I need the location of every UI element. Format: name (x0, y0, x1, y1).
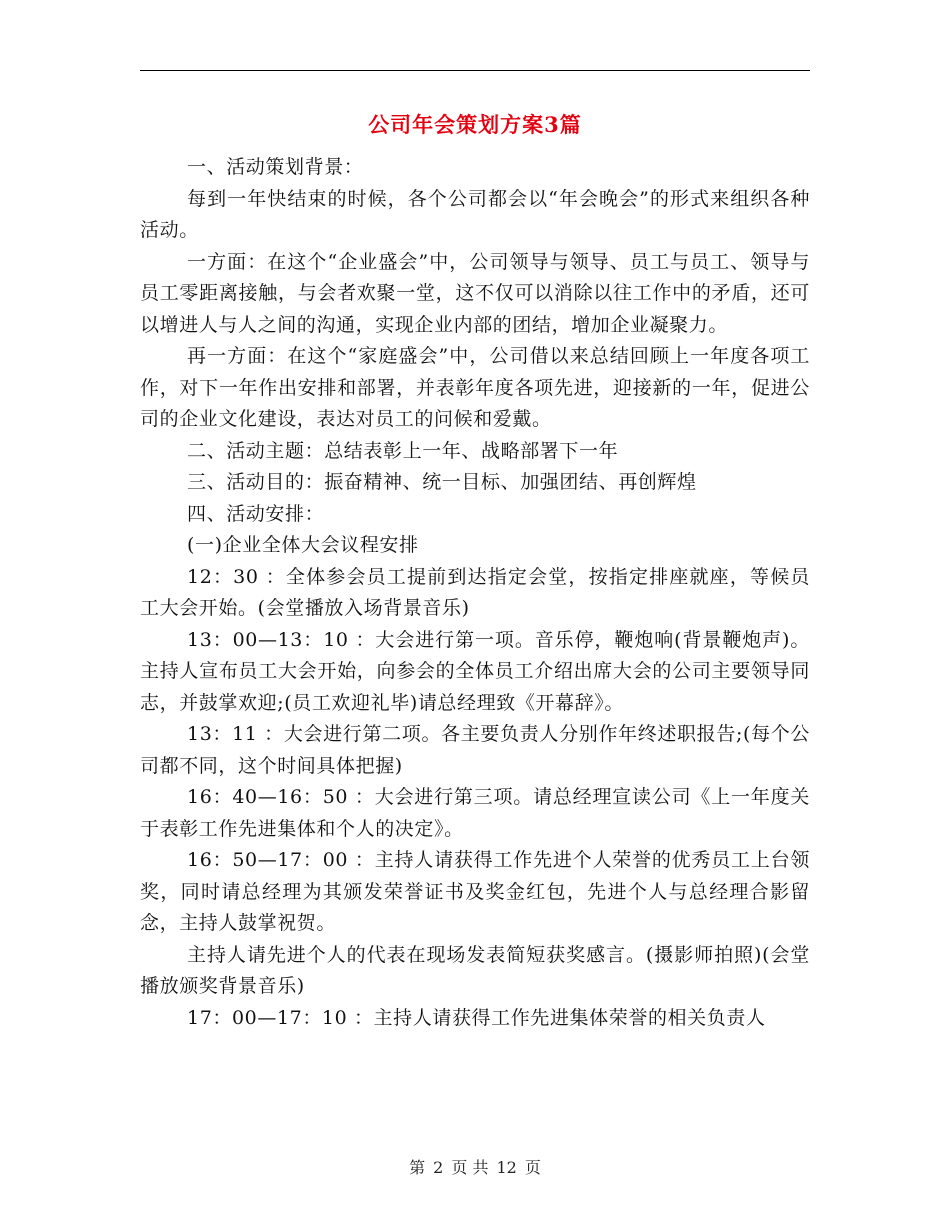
paragraph: 每到一年快结束的时候，各个公司都会以“年会晚会”的形式来组织各种活动。 (140, 187, 810, 241)
header-rule (140, 70, 810, 71)
paragraph: 16：40—16：50 ：大会进行第三项。请总经理宣读公司《上一年度关于表彰工作先进集体和个人的决定》。 (140, 786, 810, 840)
paragraph: 16：50—17：00 ：主持人请获得工作先进个人荣誉的优秀员工上台领奖，同时请总经理为其颁发荣誉证书及奖金红包，先进个人与总经理合影留念，主持人鼓掌祝贺。 (140, 849, 810, 934)
paragraph: 一方面：在这个“企业盛会”中，公司领导与领导、员工与员工、领导与员工零距离接触，与会者欢聚一堂，这不仅可以消除以往工作中的矛盾，还可以增进人与人之间的沟通，实现企业内部的团结，增加企业凝聚力。 (140, 250, 810, 336)
paragraph: (一)企业全体大会议程安排 (187, 534, 419, 556)
total-pages: 12 (496, 1158, 517, 1177)
paragraph: 四、活动安排： (187, 502, 325, 525)
document-body (140, 152, 810, 1034)
page-number: 2 (433, 1158, 444, 1177)
paragraph: 三、活动目的：振奋精神、统一目标、加强团结、再创辉煌 (187, 471, 697, 493)
paragraph: 12：30 ：全体参会员工提前到达指定会堂，按指定排座就座，等候员工大会开始。(会堂播放入场背景音乐) (140, 565, 810, 619)
paragraph: 13：00—13：10 ：大会进行第一项。音乐停，鞭炮响(背景鞭炮声)。主持人宣布员工大会开始，向参会的全体员工介绍出席大会的公司主要领导同志，并鼓掌欢迎;(员工欢迎礼毕)请总经理致《开幕辞》。 (140, 628, 810, 714)
footer-prefix: 第 (409, 1158, 426, 1177)
footer-suffix: 页 (524, 1158, 541, 1177)
paragraph: 17：00—17：10 ：主持人请获得工作先进集体荣誉的相关负责人 (187, 1006, 766, 1029)
paragraph: 主持人请先进个人的代表在现场发表简短获奖感言。(摄影师拍照)(会堂播放颁奖背景音乐) (140, 943, 810, 997)
paragraph: 二、活动主题：总结表彰上一年、战略部署下一年 (187, 439, 619, 462)
paragraph: 再一方面：在这个“家庭盛会”中，公司借以来总结回顾上一年度各项工作，对下一年作出安排和部署，并表彰年度各项先进，迎接新的一年，促进公司的企业文化建设，表达对员工的问候和爱戴。 (140, 345, 810, 430)
document-title: 公司年会策划方案3篇 (368, 112, 582, 137)
footer-middle: 页 共 (451, 1158, 489, 1177)
paragraph: 13：11 ：大会进行第二项。各主要负责人分别作年终述职报告;(每个公司都不同，这个时间具体把握) (140, 723, 810, 777)
page-footer (0, 1155, 950, 1178)
paragraph: 一、活动策划背景： (187, 156, 364, 178)
